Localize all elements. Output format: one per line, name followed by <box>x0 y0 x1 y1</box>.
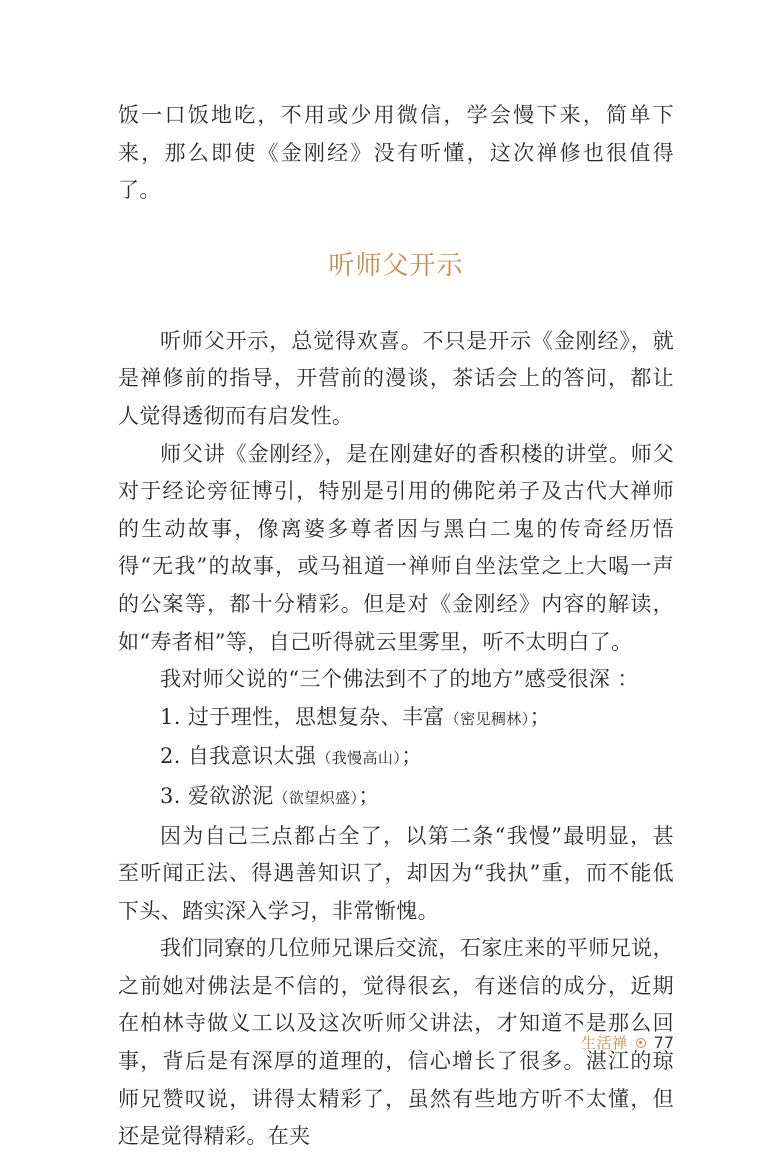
list-item-text: 2. 自我意识太强 <box>160 744 317 769</box>
section-heading: 听师父开示 <box>328 250 464 281</box>
list-item-note: （密见稠林） <box>444 709 530 728</box>
page-number: 77 <box>653 1033 674 1052</box>
running-footer-title: 生活禅 <box>581 1034 628 1052</box>
paragraph-2: 师父讲《金刚经》，是在刚建好的香积楼的讲堂。师父对于经论旁征博引，特别是引用的佛陀弟子及古代大禅师的生动故事，像离婆多尊者因与黑白二鬼的传奇经历悟得“无我”的故事，或马祖道一禅师自坐法堂之上大喝一声的公案等，都十分精彩。但是对《金刚经》内容的解读，如“寿者相”等，自己听得就云里雾里，听不太明白了。 <box>118 441 674 654</box>
list-item <box>118 738 674 778</box>
paragraph-1: 听师父开示，总觉得欢喜。不只是开示《金刚经》，就是禅修前的指导，开营前的漫谈，茶话会上的答问，都让人觉得透彻而有启发性。 <box>118 328 674 428</box>
paragraph-5: 我们同寮的几位师兄课后交流，石家庄来的平师兄说，之前她对佛法是不信的，觉得很玄，有迷信的成分，近期在柏林寺做义工以及这次听师父讲法，才知道不是那么回事，背后是有深厚的道理的，信心增长了很多。湛江的琼师兄赞叹说，讲得太精彩了，虽然有些地方听不太懂，但还是觉得精彩。在夹 <box>118 936 674 1149</box>
paragraph-3: 我对师父说的“三个佛法到不了的地方”感受很深 ： <box>160 667 639 692</box>
circle-ornament-icon <box>636 1038 646 1048</box>
list-item-note: （我慢高山） <box>316 749 402 768</box>
list-item <box>118 699 674 739</box>
paragraph-4: 因为自己三点都占全了，以第二条“我慢”最明显，甚至听闻正法、得遇善知识了，却因为“我执”重，而不能低下头、踏实深入学习，非常惭愧。 <box>118 823 674 923</box>
page-body <box>118 97 674 1156</box>
paragraph-continued: 饭一口饭地吃，不用或少用微信，学会慢下来，简单下来，那么即使《金刚经》没有听懂，这次禅修也很值得了。 <box>118 103 674 203</box>
list-item-end: ； <box>358 783 380 808</box>
list-item <box>118 778 674 818</box>
page-footer <box>581 1032 674 1053</box>
list-item-text: 1. 过于理性，思想复杂、丰富 <box>160 704 445 729</box>
list-item-end: ； <box>401 744 423 769</box>
list-item-end: ； <box>529 704 552 729</box>
list-item-text: 3. 爱欲淤泥 <box>160 783 274 808</box>
list-item-note: （欲望炽盛） <box>273 788 359 807</box>
